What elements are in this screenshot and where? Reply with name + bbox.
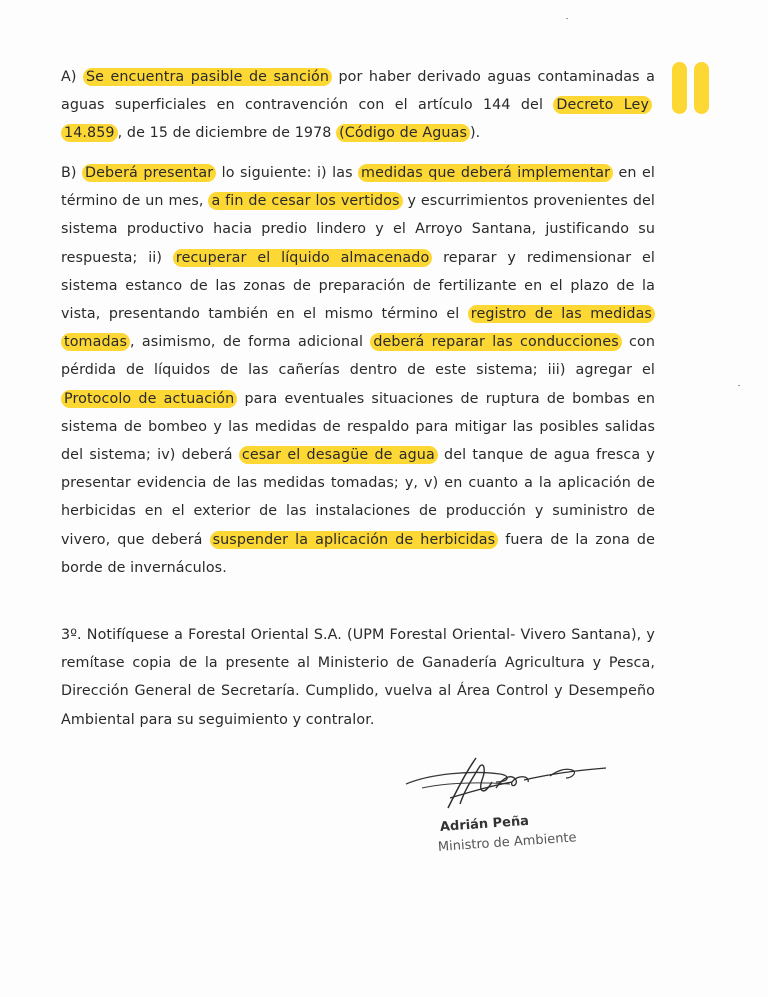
- paragraph-a: [61, 63, 655, 148]
- highlighted-text: Se encuentra pasible de sanción: [83, 68, 332, 86]
- text-run: 3º. Notifíquese a Forestal Oriental S.A. (UPM Forestal Oriental- Vivero Santana), y remítase copia de la presente al Ministerio de Ganadería Agricultura y Pesca, Dirección General de Secretaría. Cumplido, vuelva al Área Control y Desempeño Ambiental para su seguimiento y contralor.: [61, 627, 655, 728]
- highlighted-text: registro de las medidas tomadas: [61, 305, 655, 351]
- marker-bar: [694, 62, 709, 114]
- highlighted-text: suspender la aplicación de herbicidas: [210, 531, 499, 549]
- marker-bar: [672, 62, 687, 114]
- text-run: con pérdida de líquidos de las cañerías dentro de este sistema; iii) agregar el: [61, 334, 655, 379]
- highlighted-text: deberá reparar las conducciones: [370, 333, 621, 351]
- text-run: para eventuales situaciones de ruptura de bombas en sistema de bombeo y las medidas de respaldo para mitigar las posibles salidas del sistema; iv) deberá: [61, 390, 655, 464]
- signatory-name: Adrián Peña: [439, 813, 530, 835]
- text-run: B): [61, 165, 82, 181]
- paragraph-b: [61, 159, 655, 582]
- highlighted-text: medidas que deberá implementar: [358, 164, 613, 182]
- highlighted-text: cesar el desagüe de agua: [239, 446, 438, 464]
- text-run: del tanque de agua fresca y presentar evidencia de las medidas tomadas; y, v) en cuanto a la aplicación de herbicidas en el exterior de las instalaciones de producción y suministro de vivero, que deberá: [61, 447, 655, 548]
- highlighted-text: Protocolo de actuación: [61, 390, 237, 408]
- text-run: reparar y redimensionar el sistema estanco de las zonas de preparación de fertilizante en el plazo de la vista, presentando también en el mismo término el: [61, 249, 655, 323]
- signature-block: [400, 752, 630, 862]
- text-run: fuera de la zona de borde de invernáculos.: [61, 531, 655, 576]
- highlighted-text: Deberá presentar: [82, 164, 216, 182]
- highlighted-text: (Código de Aguas: [336, 124, 470, 142]
- highlighted-text: Decreto Ley 14.859: [61, 96, 652, 142]
- highlight-marker-bars: [672, 62, 712, 114]
- text-run: ).: [470, 125, 481, 142]
- highlighted-text: recuperar el líquido almacenado: [173, 249, 432, 267]
- text-run: lo siguiente: i) las: [216, 165, 359, 181]
- text-run: , de 15 de diciembre de 1978: [117, 125, 337, 142]
- handwritten-signature: [400, 752, 630, 822]
- text-run: en el término de un mes,: [61, 165, 655, 210]
- paragraph-3: [61, 621, 655, 734]
- text-run: por haber derivado aguas contaminadas a aguas superficiales en contravención con el artículo 144 del: [61, 69, 655, 114]
- text-run: , asimismo, de forma adicional: [130, 334, 371, 351]
- highlighted-text: a fin de cesar los vertidos: [208, 192, 402, 210]
- text-run: y escurrimientos provenientes del sistema productivo hacia predio lindero y el Arroyo Santana, justificando su respuesta; ii): [61, 193, 655, 266]
- text-run: A): [61, 69, 83, 85]
- signatory-title: Ministro de Ambiente: [437, 830, 578, 855]
- scan-speck: [566, 18, 568, 19]
- scan-speck: [738, 385, 740, 386]
